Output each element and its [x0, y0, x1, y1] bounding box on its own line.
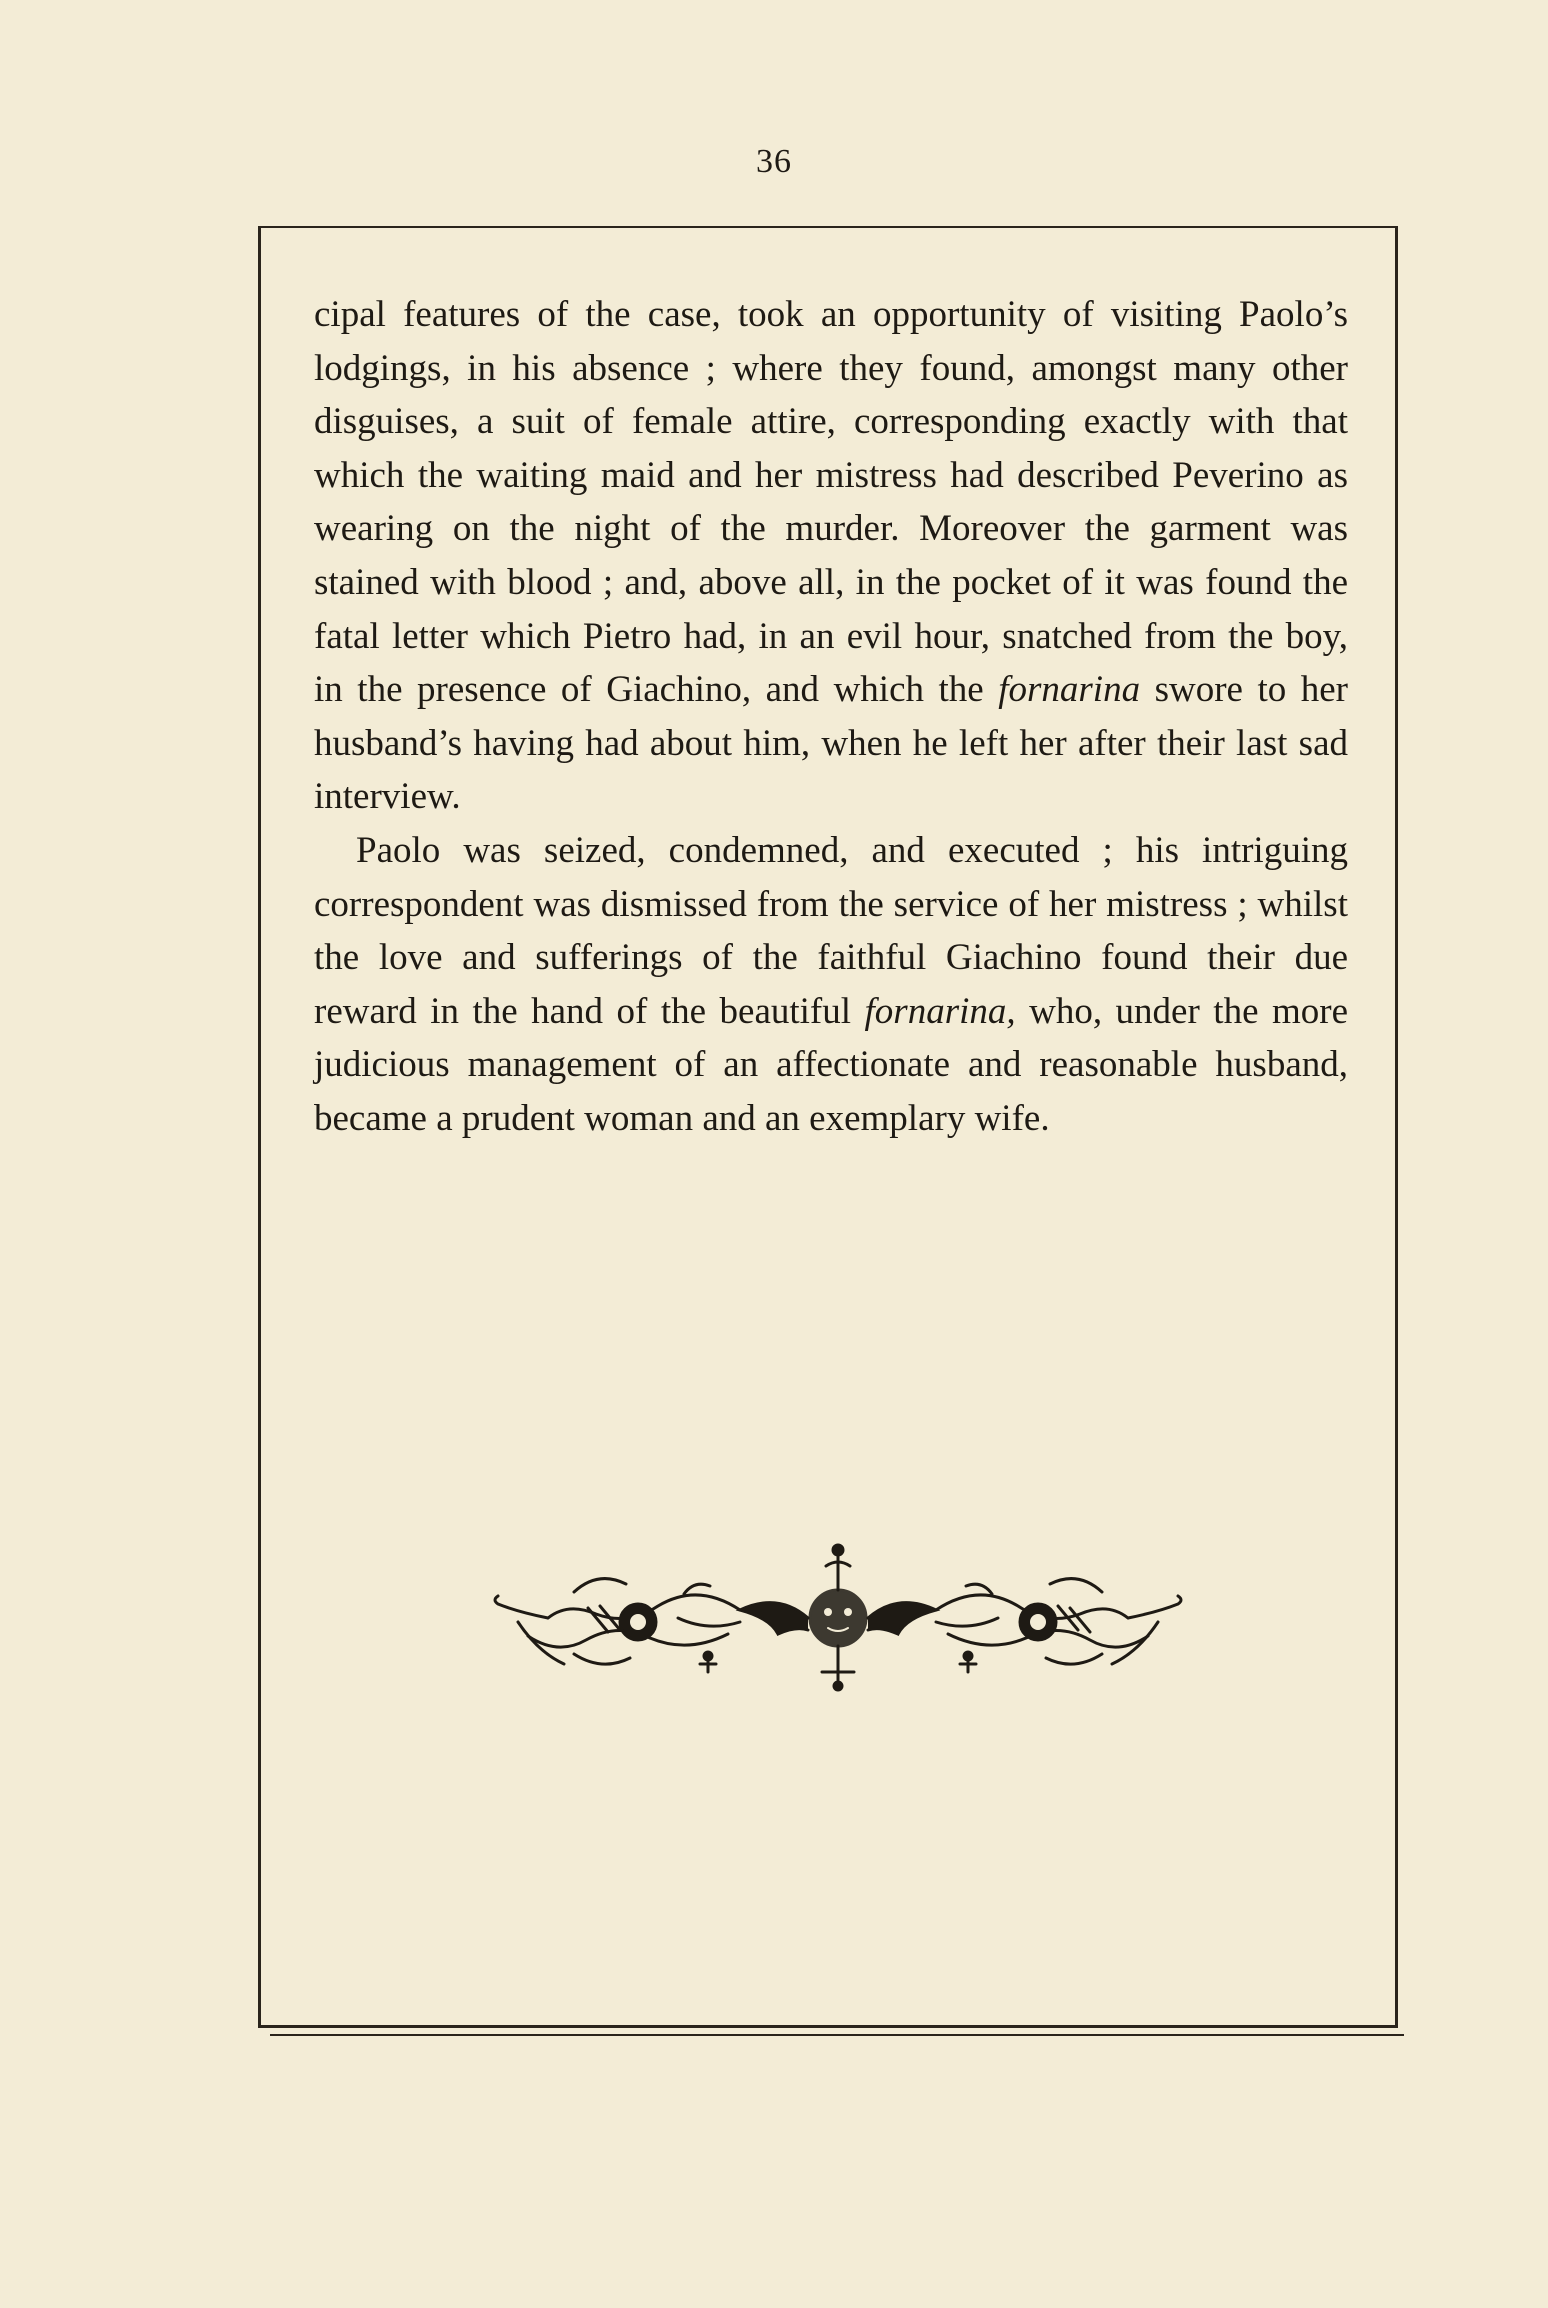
- frame-bottom-rule: [270, 2034, 1404, 2036]
- paragraph-2-text-b: who, under the more judicious management of an affectionate and reasonable husband, became a prudent woman and an exemplary wife.: [314, 990, 1348, 1139]
- paragraph-2-text-a: Paolo was seized, condemned, and executed ; his intriguing correspondent was dismissed from the service of her mistress ; whilst the love and sufferings of the faithful Giachino found their due reward in the hand of the beautiful: [314, 829, 1348, 1032]
- paragraph-1-italic-word: fornarina: [998, 669, 1141, 711]
- paragraph-2: [314, 824, 1348, 1146]
- body-text: [314, 288, 1348, 1146]
- paragraph-1-text-a: cipal features of the case, took an opportunity of visiting Paolo’s lodgings, in his absence ; where they found, amongst many other disguises, a suit of female attire, corresponding exactly with that which the waiting maid and her mistress had described Peverino as wearing on the night of the murder. Moreover the garment was stained with blood ; and, above all, in the pocket of it was found the fatal letter which Pietro had, in an evil hour, snatched from the boy, in the presence of Giachino, and which the: [314, 294, 1348, 711]
- paragraph-2-italic-word: fornarina,: [864, 990, 1016, 1032]
- page-number: 36: [756, 143, 792, 180]
- cherub-scroll-ornament-icon: [478, 1522, 1198, 1702]
- paragraph-1-text-b: swore to her husband’s having had about him, when he left her after their last sad interview.: [314, 669, 1348, 818]
- paragraph-1: [314, 288, 1348, 824]
